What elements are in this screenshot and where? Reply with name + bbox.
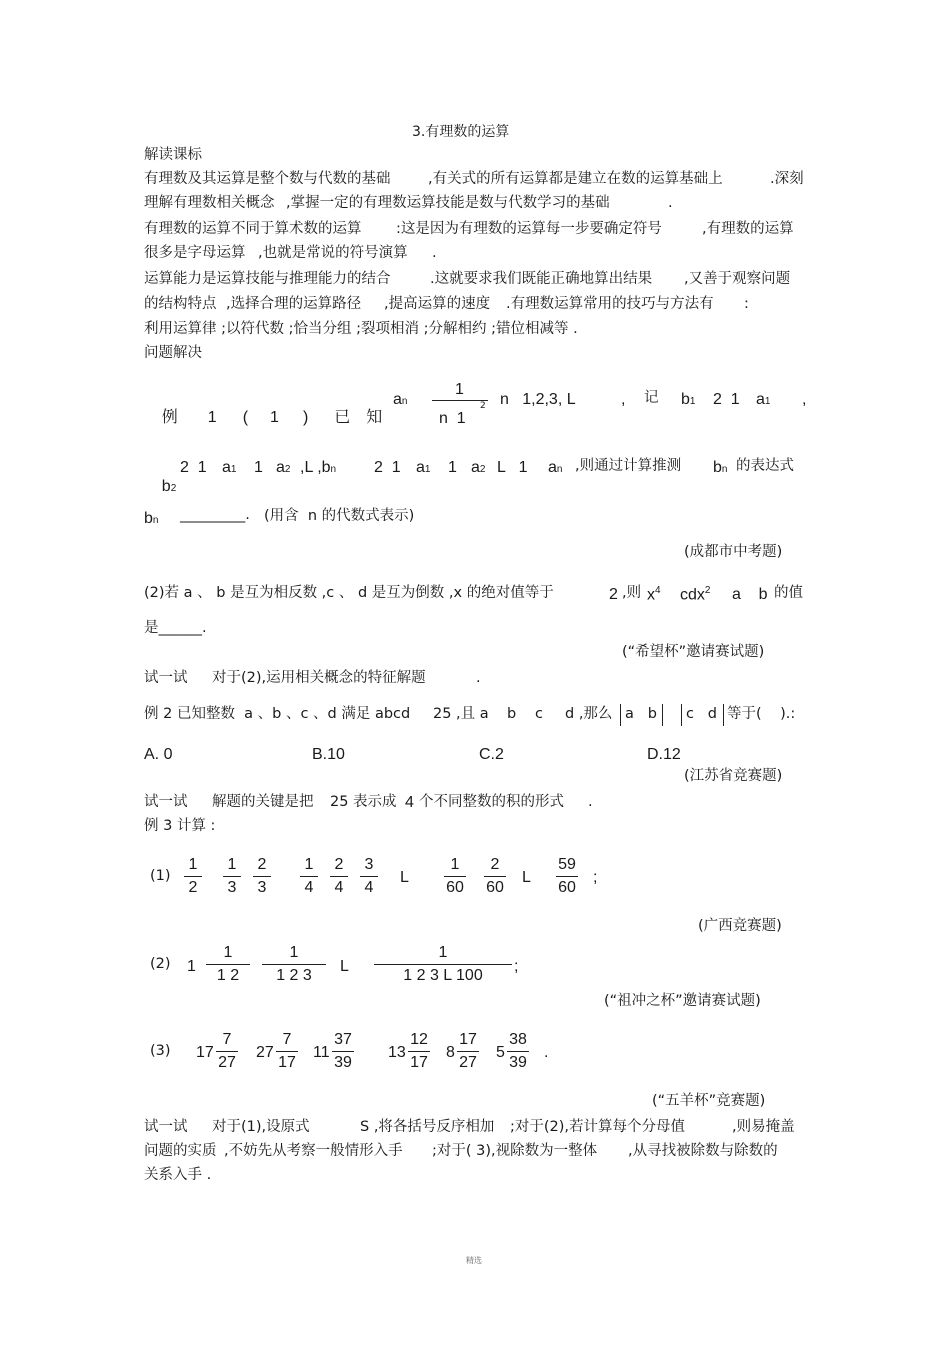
mixed-number-whole: 11 [313, 1044, 330, 1061]
paragraph-text: 利用运算律 ;以符代数 ;恰当分组 ;裂项相消 ;分解相约 ;错位相减等 . [144, 321, 578, 337]
option-d: D.12 [647, 746, 681, 763]
tip-label: 试一试 [144, 1119, 188, 1135]
source-note: (“希望杯”邀请赛试题) [622, 644, 765, 660]
math-an: an [548, 459, 563, 476]
math-text: 记 [644, 390, 659, 406]
ellipsis-symbol: L [400, 869, 409, 886]
fraction: 2 4 [330, 856, 348, 897]
math-text: 2 1 [713, 391, 740, 408]
fraction: 7 17 [276, 1031, 298, 1072]
paragraph-text: 解题的关键是把 [212, 794, 314, 810]
mixed-number-whole: 27 [256, 1044, 274, 1061]
abs-bar [620, 704, 621, 726]
math-a1: a1 [222, 459, 237, 476]
paragraph-text: 有理数的运算不同于算术数的运算 [144, 221, 362, 237]
math-text: , [802, 391, 807, 408]
paragraph-text: ;对于(2),若计算每个分母值 [510, 1119, 686, 1135]
fraction: 12 17 [408, 1031, 430, 1072]
ellipsis-symbol: L [522, 869, 531, 886]
paragraph-text: 的值 [774, 585, 803, 601]
fraction: 59 60 [556, 856, 578, 897]
paragraph-text: b [507, 706, 517, 722]
mixed-number-whole: 5 [496, 1044, 505, 1061]
paragraph-text: 是______. [144, 620, 207, 636]
page-title: 3.有理数的运算 [412, 124, 510, 140]
paragraph-text: 关系入手 . [144, 1167, 212, 1183]
paragraph-text: 例 2 已知整数 a 、b 、c 、d 满足 abcd [144, 706, 411, 722]
paragraph-text: 的结构特点 [144, 296, 217, 312]
paragraph-text: (2)若 a 、 b 是互为相反数 ,c 、 d 是互为倒数 ,x 的绝对值等于 [144, 585, 554, 601]
math-text: L 1 [497, 459, 528, 476]
math-text: 2 1 [180, 459, 207, 476]
fraction: 7 27 [216, 1031, 238, 1072]
paragraph-text: ,选择合理的运算路径 [226, 296, 362, 312]
math-a1: a1 [756, 391, 771, 408]
paragraph-text: S ,将各括号反序相加 [360, 1119, 495, 1135]
fraction: 1 1 2 3 L 100 [374, 944, 512, 985]
paragraph-text: 理解有理数相关概念 [144, 195, 275, 211]
tip-label: 试一试 [144, 670, 188, 686]
fraction: 1 4 [300, 856, 318, 897]
paragraph-text: 运算能力是运算技能与推理能力的结合 [144, 271, 391, 287]
math-an: an [393, 391, 408, 408]
paragraph-text: ,又善于观察问题 [684, 271, 791, 287]
math-cdx2: cdx$^2$ [680, 585, 711, 604]
paragraph-text: . [476, 670, 481, 686]
paragraph-text: 25 表示成 [330, 794, 397, 810]
abs-bar [723, 704, 724, 726]
paragraph-text: ;对于( 3),视除数为一整体 [432, 1143, 598, 1159]
math-text: a b [732, 586, 768, 603]
mixed-number-whole: 8 [446, 1044, 455, 1061]
math-text: n 1,2,3, L [500, 391, 576, 408]
fraction: 38 39 [507, 1031, 529, 1072]
paragraph-text: d ,那么 [565, 706, 613, 722]
math-text: . [544, 1044, 549, 1061]
math-exponent: 2 [480, 401, 486, 411]
math-a2: a2 [471, 459, 486, 476]
paragraph-text: ,则通过计算推测 [575, 458, 682, 474]
paragraph-text: . [668, 195, 673, 211]
math-text: ; [593, 869, 598, 886]
fraction: 2 60 [484, 856, 506, 897]
paragraph-text: ,不妨先从考察一般情形入手 [224, 1143, 403, 1159]
math-x4: $x^4$ [647, 585, 661, 604]
paragraph-text: 很多是字母运算 [144, 245, 246, 261]
math-text: 2 1 [374, 459, 401, 476]
option-c: C.2 [479, 746, 504, 763]
paragraph-text: 问题的实质 [144, 1143, 217, 1159]
paragraph-text: 个不同整数的积的形式 [419, 794, 564, 810]
paragraph-text: ,从寻找被除数与除数的 [628, 1143, 778, 1159]
part-label: (3) [150, 1043, 171, 1059]
fraction: 1 1 2 [206, 944, 250, 985]
abs-bar [681, 704, 682, 726]
math-text: c d [686, 706, 718, 722]
fraction: 37 39 [332, 1031, 354, 1072]
math-text: 1 [448, 459, 457, 476]
paragraph-text: : [744, 296, 749, 312]
paragraph-text: ,提高运算的速度 [384, 296, 491, 312]
fraction: 17 27 [457, 1031, 479, 1072]
paragraph-text: 有理数及其运算是整个数与代数的基础 [144, 171, 391, 187]
source-note: (广西竞赛题) [698, 918, 782, 934]
math-a2: a2 [276, 459, 291, 476]
fraction: 2 3 [253, 856, 271, 897]
math-text: 2 [609, 586, 618, 603]
tip-label: 试一试 [144, 794, 188, 810]
paragraph-text: .有理数运算常用的技巧与方法有 [506, 296, 714, 312]
paragraph-text: 等于( ).: [727, 706, 796, 722]
abs-bar [662, 704, 663, 726]
fraction: 1 1 2 3 [262, 944, 326, 985]
part-label: (2) [150, 956, 171, 972]
answer-blank: _________. [180, 507, 250, 523]
paragraph-text: ,也就是常说的符号演算 [258, 245, 408, 261]
fraction: 1 60 [444, 856, 466, 897]
paragraph-text: c [535, 706, 543, 722]
paragraph-text: .深刻 [770, 171, 804, 187]
paragraph-text: .这就要求我们既能正确地算出结果 [430, 271, 653, 287]
paragraph-text: 例 3 计算 : [144, 818, 216, 834]
math-text: 4 [405, 794, 414, 811]
math-text: a b [625, 706, 657, 722]
math-text: ,L ,bn [300, 459, 337, 476]
paragraph-text: 25 ,且 a [433, 706, 489, 722]
math-text: 1 [254, 459, 263, 476]
paragraph-text: 的表达式 [736, 458, 794, 474]
math-num: 1 [455, 381, 464, 398]
paragraph-text: 对于(1),设原式 [212, 1119, 310, 1135]
option-a: A. 0 [144, 746, 173, 763]
paragraph-text: ,有关式的所有运算都是建立在数的运算基础上 [428, 171, 723, 187]
math-a1: a1 [416, 459, 431, 476]
math-bn: bn [713, 459, 728, 476]
example-label: 例 1 ( 1 ) 已 知 [161, 409, 383, 427]
math-den: n 1 [439, 410, 466, 427]
paragraph-text: (用含 n 的代数式表示) [264, 508, 415, 524]
paragraph-text: . [432, 245, 437, 261]
paragraph-text: 对于(2),运用相关概念的特征解题 [212, 670, 426, 686]
option-b: B.10 [312, 746, 345, 763]
ellipsis-symbol: L [340, 958, 349, 975]
source-note: (“五羊杯”竞赛题) [652, 1093, 766, 1109]
mixed-number-whole: 17 [196, 1044, 214, 1061]
math-text: ; [514, 958, 519, 975]
footer-text: 精选 [466, 1256, 482, 1265]
source-note: (江苏省竞赛题) [684, 768, 783, 784]
source-note: (成都市中考题) [684, 544, 783, 560]
math-text: 1 [187, 958, 196, 975]
math-text: , [621, 391, 626, 408]
paragraph-text: ,则 [622, 585, 642, 601]
fraction: 1 2 [184, 856, 202, 897]
fraction: 3 4 [360, 856, 378, 897]
mixed-number-whole: 13 [388, 1044, 406, 1061]
source-note: (“祖冲之杯”邀请赛试题) [604, 993, 761, 1009]
paragraph-text: ,有理数的运算 [702, 221, 794, 237]
paragraph-text: ,掌握一定的有理数运算技能是数与代数学习的基础 [286, 195, 610, 211]
fraction: 1 3 [223, 856, 241, 897]
paragraph-text: . [588, 794, 593, 810]
section-heading: 问题解决 [144, 345, 202, 361]
math-b1: b1 [681, 391, 696, 408]
section-heading: 解读课标 [144, 147, 202, 163]
paragraph-text: ,则易掩盖 [732, 1119, 795, 1135]
part-label: (1) [150, 868, 171, 884]
math-bn: bn [144, 510, 159, 527]
math-line: b2 [161, 478, 177, 496]
paragraph-text: :这是因为有理数的运算每一步要确定符号 [396, 221, 662, 237]
